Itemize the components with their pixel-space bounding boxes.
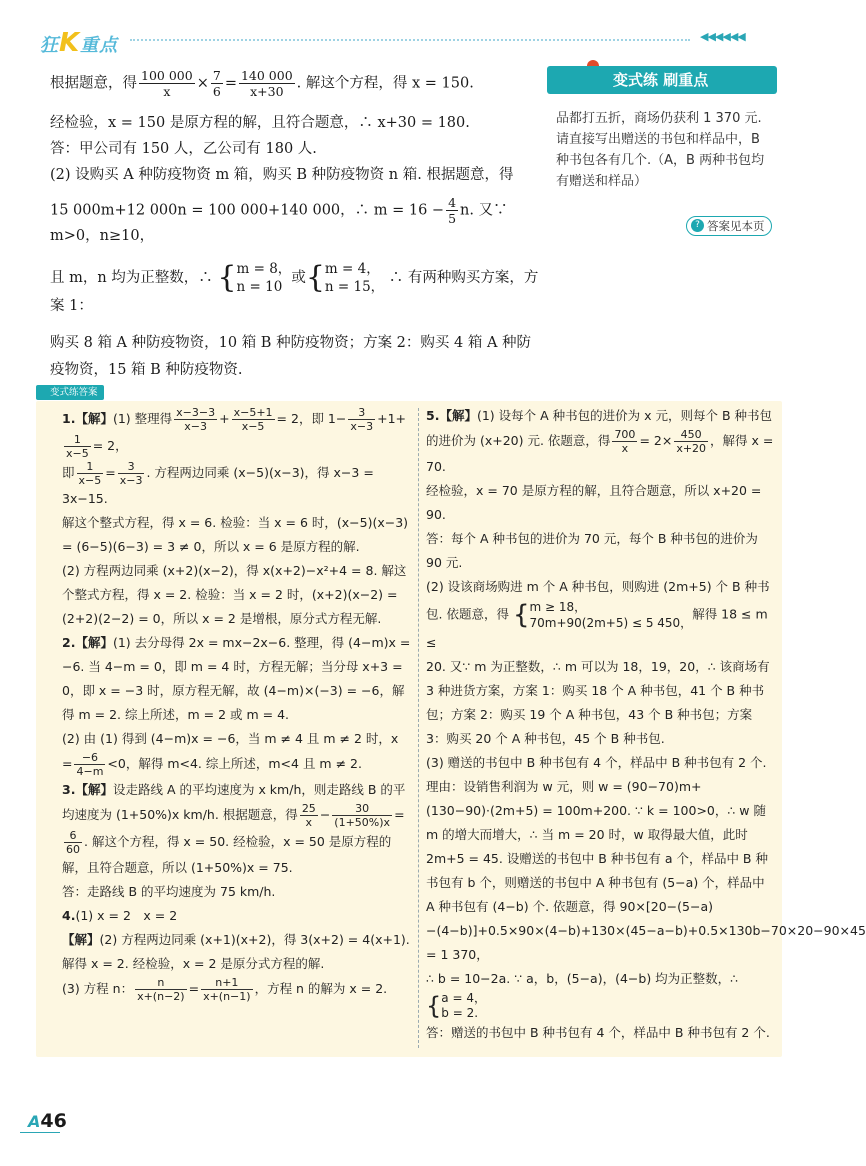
fraction: $\frac{4}{5}$ bbox=[448, 195, 457, 226]
answers-tag: 变式练答案 bbox=[36, 385, 104, 400]
main-line-6: 且 m，n 均为正整数，∴ { m = 8， n = 10 或{ m = 4， n = 15， ∴ 有两种购买方案，方案 1： bbox=[50, 260, 539, 314]
fraction: $\frac{140 000}{x+30}$ bbox=[240, 68, 293, 99]
answers-left-column bbox=[62, 406, 412, 1003]
main-solution bbox=[50, 68, 540, 398]
answer-5: 5.【解】(1) 设每个 A 种书包的进价为 x 元，则每个 B 种书包的进价为 (x+20) 元. 依题意，得 $\frac{700}{x}$ = 2× $\frac{450}{x+20}$ ，解得 x = 70. 经检验，x = 70 是原方程的解，且符合题意，所以 x+20 = 90. 答：每个 A 种书包的进价为 70 元，每个 B 种书包的进价为 90 元. (2) 设该商场购进 m 个 A 种书包，则购进 (2m+5) 个 B 种书包. 依题意，得 { m ≥ 18， 70m+90(2m+5) ≤ 5 450， 解得 18 ≤ m ≤ 20. 又∵ m 为正整数，∴ m 可以为 18，19，20，∴ 该商场有 3 种进货方案，方案 1：购买 18 个 A 种书包，41 个 B 种书包；方案 2：购买 19 个 A 种书包，43 个 B 种书包；方案 3：购买 20 个 A 种书包，45 个 B 种书包. (3) 赠送的书包中 B 种书包有 4 个，样品中 B 种书包有 2 个. 理由：设销售利润为 w 元，则 w = (90−70)m+(130−90)·(2m+5) = 100m+200. ∵ k = 100>0，∴ w 随 m 的增大而增大，∴ 当 m = 20 时，w 取得最大值，此时 2m+5 = 45. 设赠送的书包中 B 种书包有 a 个，样品中 B 种书包有 b 个，则赠送的书包中 A 种书包有 (5−a) 个，样品中 A 种书包有 (4−b) 个. 依题意，得 90×[20−(5−a)−(4−b)]+0.5×90×(4−b)+130×(45−a−b)+0.5×130b−70×20−90×45 = 1 370， ∴ b = 10−2a. ∵ a，b，(5−a)，(4−b) 均为正整数，∴{ a = 4， b = 2. 答：赠送的书包中 B 种书包有 4 个，样品中 B 种书包有 2 个. bbox=[426, 408, 866, 1040]
key-icon: ? bbox=[691, 219, 704, 232]
sidebar-text: 品都打五折，商场仍获利 1 370 元. 请直接写出赠送的书包和样品中，B 种书包各有几个.（A，B 两种书包均有赠送和样品） bbox=[556, 111, 765, 189]
main-line-2: 经检验，x = 150 是原方程的解，且符合题意，∴ x+30 = 180. bbox=[50, 115, 470, 131]
fraction: $\frac{7}{6}$ bbox=[212, 68, 221, 99]
answer-reference-tag: ? 答案见本页 bbox=[686, 216, 772, 236]
equation-system: { m = 4， n = 15， bbox=[305, 260, 385, 295]
page-number-underline bbox=[20, 1132, 60, 1133]
main-line-1: 根据题意，得 $\frac{100 000}{x}$ × $\frac{7}{6}$ = $\frac{140 000}{x+30}$ . 解这个方程，得 x = 150. bbox=[50, 68, 474, 99]
column-divider bbox=[418, 408, 419, 1048]
sidebar-title: 变式练 刷重点 bbox=[547, 66, 777, 94]
arrow-decoration: ◀◀◀◀◀◀ bbox=[700, 30, 745, 43]
brand-logo: 狂K重点 bbox=[40, 28, 119, 58]
main-line-4: (2) 设购买 A 种防疫物资 m 箱，购买 B 种防疫物资 n 箱. 根据题意，得 bbox=[50, 167, 514, 183]
main-line-3: 答：甲公司有 150 人，乙公司有 180 人. bbox=[50, 141, 317, 157]
main-line-5: 15 000m+12 000n = 100 000+140 000，∴ m = 16 − $\frac{4}{5}$ n. 又∵ m>0，n≥10， bbox=[50, 195, 508, 244]
fraction: $\frac{100 000}{x}$ bbox=[141, 68, 193, 99]
top-divider bbox=[130, 39, 690, 41]
answer-3: 3.【解】设走路线 A 的平均速度为 x km/h，则走路线 B 的平均速度为 (1+50%)x km/h. 根据题意，得 $\frac{25}{x}$ − $\frac{30}{(1+50\%)x}$ = $\frac{6}{60}$ . 解这个方程，得 x = 50. 经检验，x = 50 是原方程的解，且符合题意，所以 (1+50%)x = 75. 答：走路线 B 的平均速度为 75 km/h. bbox=[62, 782, 406, 899]
equation-system: { m ≥ 18， 70m+90(2m+5) ≤ 5 450， bbox=[512, 600, 693, 630]
equation-system: { m = 8， n = 10 bbox=[217, 260, 292, 295]
page-number: A46 bbox=[28, 1110, 67, 1132]
main-line-7: 购买 8 箱 A 种防疫物资，10 箱 B 种防疫物资；方案 2：购买 4 箱 A 种防疫物资，15 箱 B 种防疫物资. bbox=[50, 335, 532, 378]
answers-right-column bbox=[426, 404, 866, 1045]
answer-4: 4.(1) x = 2 x = 2 【解】(2) 方程两边同乘 (x+1)(x+2)，得 3(x+2) = 4(x+1). 解得 x = 2. 经检验，x = 2 是原分式方程的解. (3) 方程 n： $\frac{n}{x+(n-2)}$ = $\frac{n+1}{x+(n-1)}$ ，方程 n 的解为 x = 2. bbox=[62, 908, 410, 1003]
answer-2: 2.【解】(1) 去分母得 2x = mx−2x−6. 整理，得 (4−m)x = −6. 当 4−m = 0，即 m = 4 时，方程无解；当分母 x+3 = 0，即 x = −3 时，原方程无解，故 (4−m)×(−3) = −6，解得 m = 2. 综上所述，m = 2 或 m = 4. (2) 由 (1) 得到 (4−m)x = −6，当 m ≠ 4 且 m ≠ 2 时，x = $\frac{-6}{4-m}$ <0，解得 m<4. 综上所述，m<4 且 m ≠ 2. bbox=[62, 635, 411, 778]
answer-1: 1.【解】(1) 整理得 $\frac{x-3-3}{x-3}$ + $\frac{x-5+1}{x-5}$ = 2，即 1− $\frac{3}{x-3}$ +1+ $\frac{1}{x-5}$ = 2， 即 $\frac{1}{x-5}$ = $\frac{3}{x-3}$ . 方程两边同乘 (x−5)(x−3)，得 x−3 = 3x−15. 解这个整式方程，得 x = 6. 检验：当 x = 6 时，(x−5)(x−3) = (6−5)(6−3) = 3 ≠ 0，所以 x = 6 是原方程的解. (2) 方程两边同乘 (x+2)(x−2)，得 x(x+2)−x²+4 = 8. 解这个整式方程，得 x = 2. 检验：当 x = 2 时，(x+2)(x−2) = (2+2)(2−2) = 0，所以 x = 2 是增根，原分式方程无解. bbox=[62, 406, 409, 626]
equation-system: { a = 4， b = 2. bbox=[426, 991, 486, 1020]
